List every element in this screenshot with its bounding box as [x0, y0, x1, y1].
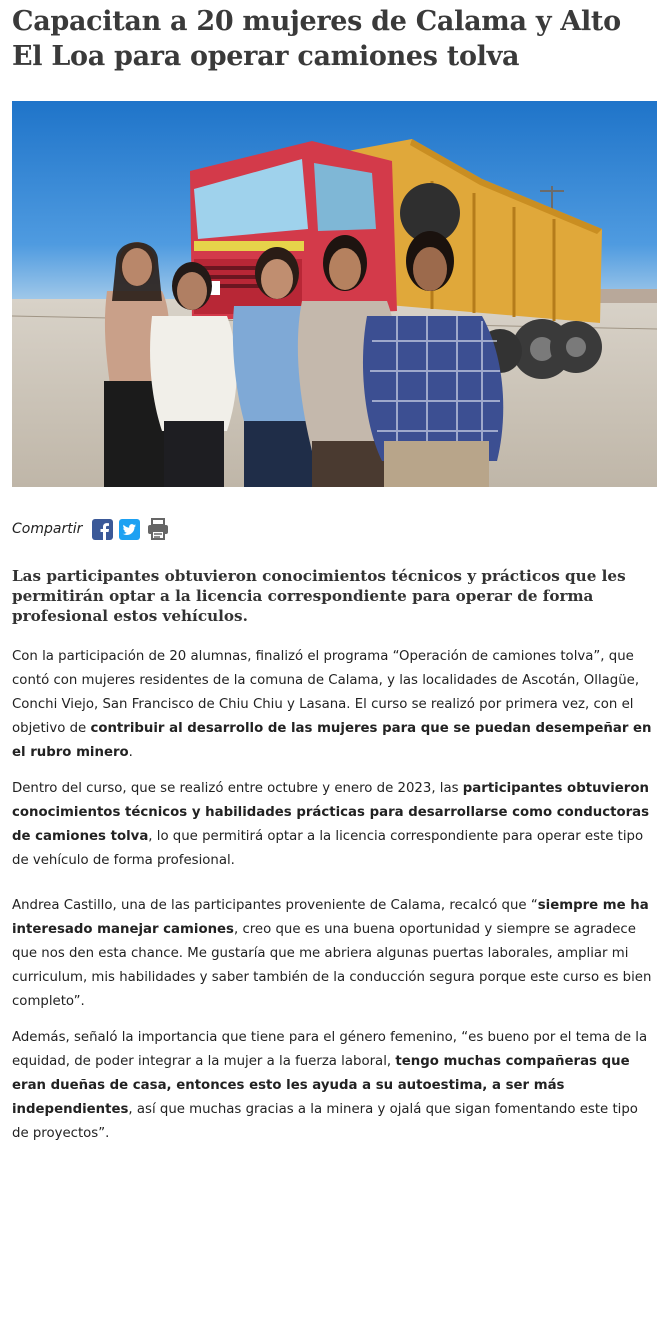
paragraph-emphasis: tengo muchas compañeras que eran dueñas de casa, entonces esto les ayuda a su autoestima, a ser más independientes [12, 1054, 630, 1117]
article-title: Capacitan a 20 mujeres de Calama y Alto El Loa para operar camiones tolva [12, 6, 621, 72]
paragraph-emphasis: siempre me ha interesado manejar camiones [12, 898, 649, 937]
hero-photo [12, 101, 657, 487]
share-bar [12, 516, 176, 542]
paragraph-text: , así que muchas gracias a la minera y ojalá que sigan fomentando este tipo de proyectos”. [12, 1102, 638, 1141]
article-paragraph-4 [12, 1026, 657, 1146]
paragraph-text: Con la participación de 20 alumnas, finalizó el programa “Operación de camiones tolva”, que contó con mujeres residentes de la comuna de Calama, y las localidades de Ascotán, Ollagüe, Conchi Viejo, San Francisco de Chiu Chiu y Lasana. El curso se realizó por primera vez, con el objetivo de [12, 649, 640, 736]
article-paragraph-2 [12, 777, 657, 873]
article-paragraph-1 [12, 645, 657, 765]
paragraph-text: , lo que permitirá optar a la licencia correspondiente para operar este tipo de vehículo de forma profesional. [12, 829, 644, 868]
paragraph-text: Andrea Castillo, una de las participantes proveniente de Calama, recalcó que “ [12, 898, 538, 913]
share-label: Compartir [12, 521, 83, 537]
paragraph-text: Dentro del curso, que se realizó entre octubre y enero de 2023, las [12, 781, 463, 796]
article-hero-image [12, 101, 657, 487]
paragraph-text: . [128, 745, 133, 760]
paragraph-text: Además, señaló la importancia que tiene para el género femenino, “es bueno por el tema de la equidad, de poder integrar a la mujer a la fuerza laboral, [12, 1030, 648, 1069]
paragraph-emphasis: participantes obtuvieron conocimientos técnicos y habilidades prácticas para desarrollarse como conductoras de camiones tolva [12, 781, 650, 844]
print-icon[interactable] [146, 517, 170, 541]
twitter-icon[interactable] [119, 519, 140, 540]
article-lead: Las participantes obtuvieron conocimientos técnicos y prácticos que les permitirán optar a la licencia correspondiente para operar de forma profesional estos vehículos. [12, 567, 626, 625]
paragraph-text: , creo que es una buena oportunidad y siempre se agradece que nos den esta chance. Me gustaría que me abriera algunas puertas laborales, ampliar mi curriculum, mis habilidades y saber también de la conducción segura porque este curso es bien completo”. [12, 922, 652, 1009]
facebook-icon[interactable] [92, 519, 113, 540]
article-paragraph-3 [12, 894, 657, 1014]
paragraph-emphasis: contribuir al desarrollo de las mujeres para que se puedan desempeñar en el rubro minero [12, 721, 652, 760]
